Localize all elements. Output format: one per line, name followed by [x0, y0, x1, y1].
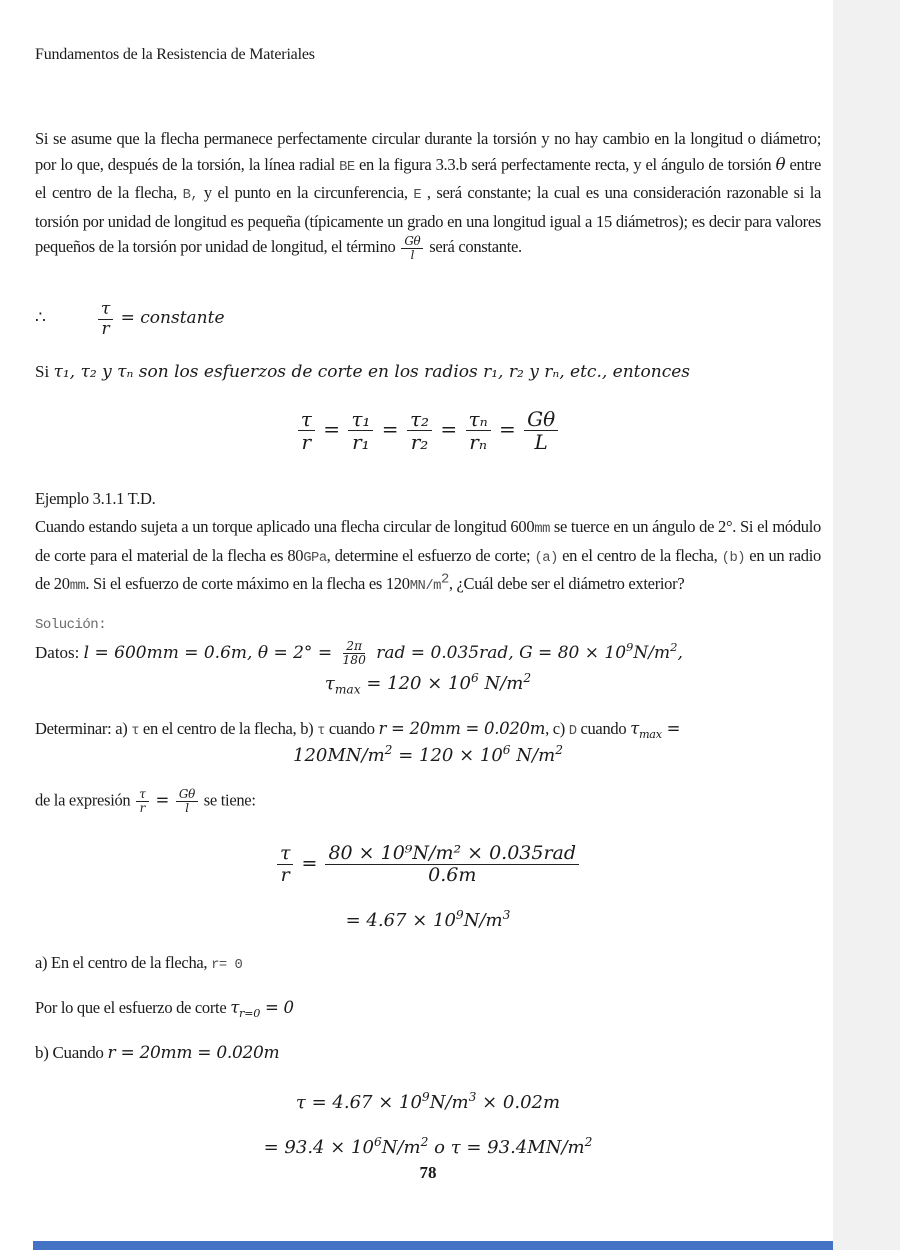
equation-resultado-467: = $4.67 \times 10^9N/m^3$ [345, 908, 511, 931]
solucion-label: Solución: [35, 617, 107, 633]
line-si-esfuerzos: Si τ₁, τ₂ y τₙ son los esfuerzos de corte en los radios r₁, r₂ y rₙ, etc., entonces [35, 362, 690, 382]
scrollbar-track[interactable] [833, 0, 900, 1250]
line-determinar-2: $120MN/m^2 = 120 \times 10^6$ $N/m^2$ [293, 743, 563, 766]
equation-resultado-934: = $93.4 \times 10^6N/m^2$ o $\tau = 93.4MN/m^2$ [263, 1135, 593, 1158]
page-number: 78 [419, 1163, 437, 1182]
formula-tau-over-r-constante: $\frac{\tau}{r}$ = constante [96, 308, 225, 327]
line-expresion: de la expresión $\frac{\tau}{r}$ = $\frac{G\theta}{l}$ se tiene: [35, 787, 256, 816]
line-tau-max: $\tau_{max} = 120 \times 10^6$ $N/m^2$ [324, 671, 532, 697]
para-torsion-intro: Si se asume que la flecha permanece perfectamente circular durante la torsión y no hay cambio en la longitud o diámetro; por lo que, después de la torsión, la línea radial BE en la figura 3.3.b será perfectamente recta, y el ángulo de torsión θ entre el centro de la flecha, B, y el punto en la circunferencia, E , será constante; la cual es una consideración razonable si la torsión por unidad de longitud es pequeña (típicamente un grado en una longitud igual a 15 diámetros); es decir para valores pequeños de la torsión por unidad de longitud, el término $\frac{G\theta}{l}$ será constante. [35, 129, 822, 262]
line-determinar: Determinar: a) τ en el centro de la flecha, b) τ cuando r = 20mm = 0.020m, c) D cuando $\tau_{max}$ = [35, 719, 681, 741]
equation-tau-002m: $\tau = 4.67 \times 10^9N/m^3 \times 0.02m$ [295, 1090, 561, 1113]
bottom-blue-bar [33, 1241, 833, 1250]
para-ejemplo-enunciado: Cuando estando sujeta a un torque aplicado una flecha circular de longitud 600mm se tuerce en un ángulo de 2°. Si el módulo de corte para el material de la flecha es 80GPa, determine el esfuerzo de corte; (a) en el centro de la flecha, (b) en un radio de 20mm. Si el esfuerzo de corte máximo en la flecha es $120MN/m^2$, ¿Cuál debe ser el diámetro exterior? [35, 517, 821, 594]
line-inciso-b: b) Cuando r = 20mm = 0.020m [35, 1043, 280, 1063]
ejemplo-title: Ejemplo 3.1.1 T.D. [35, 489, 156, 508]
equation-tau-r-calculo: $\frac{\tau}{r}$ = $\frac{\text{80 × 10⁹N/m² × 0.035rad}}{0.6m}$ [35, 843, 821, 886]
line-therefore [35, 300, 821, 338]
running-header: Fundamentos de la Resistencia de Materiales [35, 46, 315, 63]
therefore-symbol: ∴ [35, 308, 46, 328]
equation-tau-ratios: $\frac{\tau}{r}$ = $\frac{\text{τ₁}}{\text{r₁}}$ = $\frac{\text{τ₂}}{\text{r₂}}$ = $\frac{\text{τₙ}}{\text{rₙ}}$ = $\frac{G\theta}{L}$ [35, 408, 821, 453]
line-datos: Datos: l = 600mm = 0.6m, θ = 2° = $\frac{2\pi}{180}$ rad = 0.035rad, $G = 80 \times 10^9N/m^2$, [35, 639, 683, 668]
line-por-lo-que: Por lo que el esfuerzo de corte $\tau_{r=0} = 0$ [35, 998, 294, 1020]
line-inciso-a: a) En el centro de la flecha, r= 0 [35, 953, 243, 973]
